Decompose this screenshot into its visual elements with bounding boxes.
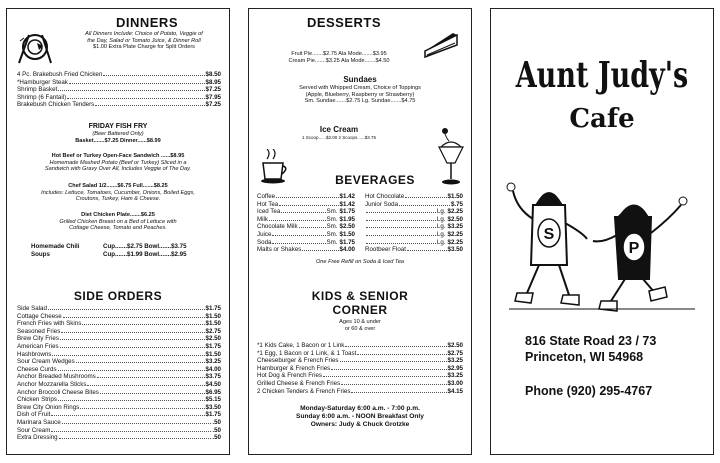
menu-item: Hot Dog & French Fries $3.25 (257, 372, 463, 380)
beverages-title: BEVERAGES (335, 173, 415, 187)
menu-item: Lg. $2.50 (365, 216, 463, 224)
menu-item: 2 Chicken Tenders & French Fries $4.15 (257, 387, 463, 395)
cafe-subtitle: Cafe (569, 104, 635, 134)
menu-item: Dish of Fruit $1.75 (17, 411, 221, 419)
menu-item: Chocolate Milk Sm. $2.50 (257, 223, 355, 231)
menu-item: Coffee $1.42 (257, 193, 355, 200)
menu-item: Malts or Shakes $4.00 (257, 246, 355, 254)
menu-item: Sour Cream Wedges $3.25 (17, 358, 221, 366)
menu-item: American Fries $1.75 (17, 342, 221, 350)
menu-item: Milk Sm. $1.95 (257, 215, 355, 223)
beverages-left-list (257, 193, 355, 254)
menu-panel-middle (248, 8, 472, 455)
menu-item: Iced Tea Sm. $1.75 (257, 208, 355, 216)
desserts-title: DESSERTS (306, 15, 382, 30)
menu-item: Lg. $3.25 (365, 223, 463, 231)
menu-item: Grilled Cheese & French Fries $3.00 (257, 379, 463, 387)
menu-item: Lg. $2.25 (365, 231, 463, 239)
menu-item: Hamburger & French Fries $2.95 (257, 364, 463, 372)
dinners-title: DINNERS (115, 15, 178, 30)
fish-fry-section: FRIDAY FISH FRY (Beer Battered Only) Basket.......$7.25 Dinner......$8.99 (75, 123, 161, 144)
cafe-name: Aunt Judy's (515, 55, 689, 96)
menu-item: Junior Soda $.75 (365, 200, 463, 208)
dinners-list (17, 71, 221, 109)
menu-panel-right (490, 8, 714, 455)
menu-item: Lg. $2.25 (365, 239, 463, 247)
menu-item: Lg. $2.25 (365, 208, 463, 216)
address: 816 State Road 23 / 73 Princeton, WI 54968 (525, 334, 657, 364)
menu-item: Hashbrowns $1.50 (17, 350, 221, 358)
menu-item: Juice Sm. $1.50 (257, 230, 355, 238)
menu-item: Side Salad $1.75 (17, 305, 221, 312)
menu-item: Rootbeer Float $3.50 (365, 246, 463, 254)
menu-item: Shrimp (6 Fantail) $7.95 (17, 93, 221, 101)
menu-item: Hot Tea $1.42 (257, 200, 355, 208)
menu-item: Marinara Sauce .50 (17, 418, 221, 426)
menu-item: Cottage Cheese $1.50 (17, 312, 221, 320)
beverages-right-list (365, 193, 463, 254)
menu-item: 4 Pc. Brakebush Fried Chicken $8.50 (17, 71, 221, 78)
diet-plate-section: Diet Chicken Plate.......$6.25 Grilled Chicken Breast on a Bed of Lettuce with Cottage Cheese, Tomato and Peaches. (59, 212, 177, 232)
menu-item: Chicken Strips $5.15 (17, 396, 221, 404)
menu-item: *Hamburger Steak $8.95 (17, 78, 221, 86)
menu-item: Shrimp Basket $7.25 (17, 86, 221, 94)
side-orders-title: SIDE ORDERS (73, 289, 163, 303)
phone-number: Phone (920) 295-4767 (525, 384, 653, 398)
menu-item: Soda Sm. $1.75 (257, 238, 355, 246)
refill-note: One Free Refill on Soda & Iced Tea (315, 259, 405, 265)
menu-item: *1 Egg, 1 Bacon or 1 Link, & 1 Toast $2.75 (257, 349, 463, 357)
pie-prices: Fruit Pie.......$2.75 Ala Mode.......$3.95 Cream Pie.......$3.25 Ala Mode.......$4.50 (288, 51, 390, 64)
hot-beef-section: Hot Beef or Turkey Open-Face Sandwich ......$8.95 Homemade Mashed Potato (Beef or Turkey) Sliced in a Sandwich with Gravy Over All, Includes Veggie of The Day. (44, 153, 192, 173)
menu-item: Extra Dressing .50 (17, 434, 221, 442)
salt-shaker-icon (507, 183, 587, 305)
menu-item: Anchor Breaded Mushrooms $3.75 (17, 373, 221, 381)
dinners-intro: All Dinners Include: Choice of Potato, Veggie of the Day, Salad or Tomato Juice, & Dinner Roll $1.00 Extra Plate Charge for Split Orders (85, 31, 203, 51)
salt-pepper-shakers-illustration (499, 169, 705, 317)
menu-item: Anchor Mozzarella Sticks $4.50 (17, 380, 221, 388)
menu-item: Cheese Curds $4.00 (17, 365, 221, 373)
menu-item: Seasoned Fries $2.75 (17, 327, 221, 335)
chef-salad-section: Chef Salad 1/2.......$6.75 Full.......$8.25 Includes: Lettuce, Tomatoes, Cucumber, Onions, Boiled Eggs, Croutons, Turkey, Ham & Cheese. (41, 183, 195, 203)
menu-item: Hot Chocolate $1.50 (365, 193, 463, 200)
pepper-shaker-icon (593, 197, 687, 311)
kids-ages: Ages 10 & under or 60 & over (339, 319, 381, 332)
plate-and-utensils-icon (15, 29, 55, 65)
menu-item: Brew City Fries $2.50 (17, 335, 221, 343)
ice-cream-section: Ice Cream 1 Scoop......$2.00 2 Scoops......$3.75 (301, 125, 377, 140)
soups-section: Homemade Chili Cup.......$2.75 Bowl.......$3.75 Soups Cup.......$1.99 Bowl.......$2.95 (31, 243, 187, 258)
menu-item: Anchor Broccoli Cheese Bites $6.95 (17, 388, 221, 396)
salt-letter: S (543, 226, 555, 243)
menu-item: French Fries with Skins $1.50 (17, 320, 221, 328)
pepper-letter: P (628, 240, 640, 257)
side-orders-list (17, 305, 221, 442)
kids-title: KIDS & SENIOR CORNER (311, 289, 409, 317)
menu-item: Brew City Onion Rings $3.50 (17, 403, 221, 411)
sundaes-section: Sundaes Served with Whipped Cream, Choice of Toppings (Apple, Blueberry, Raspberry or Strawberry) Sm. Sundae.......$2.75 Lg. Sundae.......$4.75 (299, 75, 421, 105)
menu-panel-left (6, 8, 230, 455)
hours: Monday-Saturday 6:00 a.m. - 7:00 p.m. Sunday 6:00 a.m. - NOON Breakfast Only Owners: Judy & Chuck Grotzke (296, 405, 424, 429)
menu-item: Cheeseburger & French Fries $3.25 (257, 357, 463, 365)
kids-list (257, 342, 463, 395)
menu-item: *1 Kids Cake, 1 Bacon or 1 Link $2.50 (257, 342, 463, 349)
menu-item: Sour Cream .50 (17, 426, 221, 434)
menu-item: Brakebush Chicken Tenders $7.25 (17, 101, 221, 109)
